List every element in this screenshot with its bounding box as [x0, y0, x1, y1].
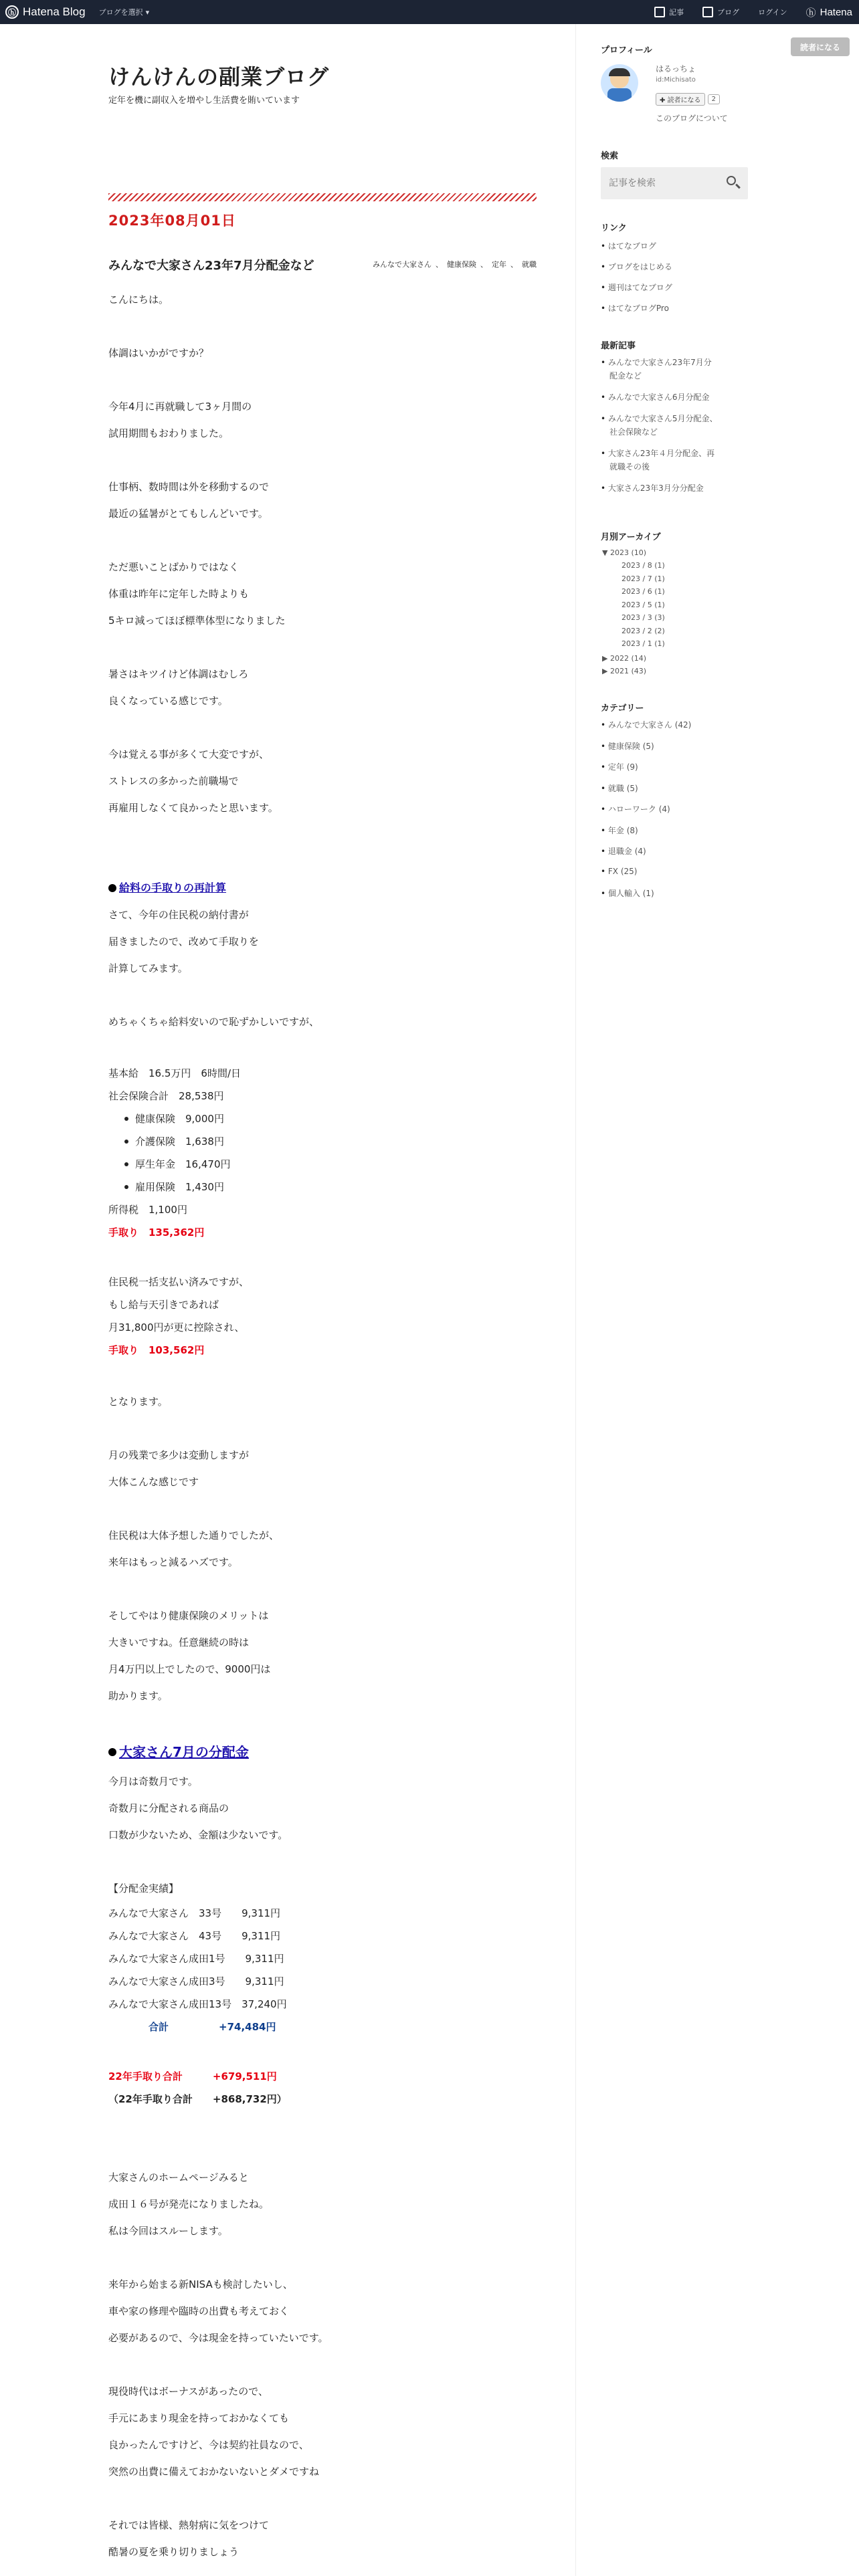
archive-year-2022[interactable]: ▶ 2022 (14) — [602, 654, 647, 663]
search-heading: 検索 — [601, 151, 619, 161]
paragraph-line: 最近の猛暑がとてもしんどいです。 — [108, 508, 268, 520]
sidebar-category-link[interactable]: • 定年 (9) — [601, 761, 638, 772]
paragraph-line: 体重は昨年に定年した時よりも — [108, 588, 250, 600]
paragraph-line: 試用期間もおわりました。 — [108, 427, 229, 439]
paragraph-line: 今年4月に再就職して3ヶ月間の — [108, 401, 252, 413]
list-item — [124, 1153, 537, 1176]
bullet-icon — [108, 884, 116, 892]
login-link[interactable] — [758, 7, 787, 17]
paragraph-line: 突然の出費に備えておかないないとダメですね — [108, 2466, 320, 2478]
follow-widget — [656, 92, 720, 106]
bullet-icon — [124, 1117, 128, 1121]
section-heading — [108, 875, 537, 901]
residence-tax-text — [108, 1271, 537, 1339]
paragraph-line: そしてやはり健康保険のメリットは — [108, 1610, 269, 1622]
paragraph-line — [108, 634, 537, 661]
year-total-current: 22年手取り合計 +679,511円 — [108, 2070, 277, 2082]
distribution-total: 合計 +74,484円 — [108, 2021, 276, 2033]
distribution-outro — [108, 2111, 537, 2565]
paragraph-line: 酷暑の夏を乗り切りましょう — [108, 2546, 240, 2558]
sidebar-category-link[interactable]: • 年金 (8) — [601, 825, 638, 836]
paragraph-line: 月の残業で多少は変動しますが — [108, 1449, 250, 1461]
profile-name[interactable]: はるっちょ — [656, 64, 696, 74]
list-item — [124, 1130, 537, 1153]
write-entry-button[interactable] — [654, 7, 684, 17]
subscribe-button[interactable]: 読者になる — [791, 37, 850, 56]
archive-month-link[interactable]: 2023 / 2 (2) — [622, 626, 665, 635]
paragraph-line — [108, 1362, 537, 1388]
sidebar-link[interactable]: • ブログをはじめる — [601, 260, 672, 274]
paragraph-line: 月31,800円が更に控除され、 — [108, 1321, 245, 1333]
net-salary: 手取り 135,362円 — [108, 1226, 205, 1239]
archive-month-link[interactable]: 2023 / 6 (1) — [622, 587, 665, 596]
distribution-row: みんなで大家さん成田3号 9,311円 — [108, 1975, 284, 1988]
paragraph-line — [108, 527, 537, 554]
sidebar-category-link[interactable]: • 健康保険 (5) — [601, 740, 654, 752]
paragraph-line: ただ悪いことばかりではなく — [108, 561, 240, 573]
brand-name[interactable]: Hatena Blog — [23, 5, 86, 18]
archive-year-2023[interactable]: ▼ 2023 (10) — [602, 548, 647, 557]
topbar-right — [654, 0, 852, 24]
sidebar-category-link[interactable]: • みんなで大家さん (42) — [601, 719, 691, 730]
paragraph-line: 助かります。 — [108, 1690, 168, 1702]
paragraph-line — [108, 714, 537, 741]
paragraph-line — [108, 2244, 537, 2271]
entry-header — [108, 256, 537, 272]
paragraph-line: 成田１６号が発売になりましたね。 — [108, 2198, 270, 2210]
section-heading — [108, 1736, 537, 1768]
sidebar-category-link[interactable]: • 退職金 (4) — [601, 845, 646, 857]
paragraph-line: 大家さんのホームページみると — [108, 2171, 249, 2183]
recent-entry-link[interactable]: • みんなで大家さん23年7月分 — [601, 356, 712, 369]
sidebar-category-link[interactable]: • 個人輸入 (1) — [601, 887, 654, 899]
paragraph-line: それでは皆様、熱射病に気をつけて — [108, 2519, 270, 2531]
paragraph-line: さて、今年の住民税の納付書が — [108, 909, 249, 921]
insurance-list — [124, 1107, 537, 1198]
blog-select-menu[interactable] — [99, 7, 150, 17]
list-item — [124, 1107, 537, 1130]
my-blog-button[interactable] — [702, 7, 739, 17]
archive-year-2021[interactable]: ▶ 2021 (43) — [602, 667, 647, 675]
pencil-icon — [654, 7, 665, 17]
year-total-previous: （22年手取り合計 +868,732円） — [108, 2093, 287, 2105]
paragraph-line: 今は覚える事が多くて大変ですが、 — [108, 748, 270, 760]
recent-entry-link[interactable]: 就職その後 — [609, 462, 650, 471]
hatena-top-bar — [0, 0, 859, 24]
archive-month-link[interactable]: 2023 / 8 (1) — [622, 561, 665, 570]
paragraph-line: 大体こんな感じです — [108, 1476, 199, 1488]
paragraph-line: 5キロ減ってほぼ標準体型になりました — [108, 615, 286, 627]
hatena-label: Hatena — [820, 6, 852, 18]
sidebar — [575, 24, 859, 2576]
paragraph-line — [108, 2485, 537, 2512]
sidebar-category-link[interactable]: • ハローワーク (4) — [601, 803, 670, 815]
paragraph-line: 体調はいかがですか？ — [108, 347, 209, 359]
login-label: ログイン — [758, 8, 787, 17]
paragraph-line — [108, 1495, 537, 1522]
sidebar-category-link[interactable]: • FX (25) — [601, 867, 637, 876]
paragraph-line — [108, 313, 537, 340]
distribution-intro — [108, 1768, 537, 1902]
paragraph-line: もし給与天引きであれば — [108, 1299, 219, 1311]
archive-month-link[interactable]: 2023 / 3 (3) — [622, 613, 665, 622]
decorative-divider — [108, 193, 537, 201]
section-link-salary[interactable]: 給料の手取りの再計算 — [119, 881, 227, 894]
hatena-blog-logo-icon: ⓗ — [5, 5, 19, 19]
recent-entry-link[interactable]: • みんなで大家さん6月分配金 — [601, 391, 710, 404]
write-label: 記事 — [669, 8, 684, 17]
profile-heading: プロフィール — [601, 45, 652, 56]
recent-entry-link[interactable]: • 大家さん23年3月分分配金 — [601, 481, 704, 495]
paragraph-line: 再雇用しなくて良かったと思います。 — [108, 802, 278, 814]
paragraph-line: こんにちは。 — [108, 294, 169, 306]
recent-entry-link[interactable]: 社会保険など — [609, 427, 658, 437]
list-item-label: 介護保険 1,638円 — [135, 1136, 224, 1148]
distribution-row: みんなで大家さん成田13号 37,240円 — [108, 1998, 287, 2010]
paragraph-line: 月4万円以上でしたので、9000円は — [108, 1663, 271, 1675]
paragraph-line: 手元にあまり現金を持っておかなくても — [108, 2412, 290, 2424]
paragraph-line: となります。 — [108, 1396, 168, 1408]
paragraph-line: 必要があるので、今は現金を持っていたいです。 — [108, 2332, 328, 2344]
paragraph-line — [108, 447, 537, 473]
sidebar-link[interactable]: • はてなブログPro — [601, 302, 669, 315]
list-item — [124, 1176, 537, 1198]
archive-month-link[interactable]: 2023 / 1 (1) — [622, 639, 665, 648]
profile-id[interactable]: id:Michisato — [656, 76, 696, 84]
sidebar-link[interactable]: • はてなブログ — [601, 239, 656, 253]
sidebar-link[interactable]: • 週刊はてなブログ — [601, 281, 672, 294]
paragraph-line: 届きましたので、改めて手取りを — [108, 936, 259, 948]
paragraph-line: 現役時代はボーナスがあったので、 — [108, 2385, 268, 2397]
entry-body — [108, 286, 537, 2565]
category-link[interactable]: 就職 — [522, 260, 537, 269]
bullet-icon — [124, 1185, 128, 1189]
follow-button[interactable]: ✚ 読者になる — [656, 93, 705, 106]
blog-select-label: ブログを選択 — [98, 8, 143, 17]
list-item-label: 雇用保険 1,430円 — [135, 1181, 224, 1193]
paragraph-line — [108, 1576, 537, 1602]
paragraph-line: 住民税は大体予想した通りでしたが、 — [108, 1529, 280, 1541]
intro-paragraphs — [108, 286, 537, 821]
hatena-logo[interactable] — [806, 5, 852, 19]
paragraph-line: 車や家の修理や臨時の出費も考えておく — [108, 2305, 290, 2317]
entry-date[interactable]: 2023年08月01日 — [108, 213, 236, 229]
follower-count[interactable]: 2 — [708, 94, 720, 104]
sidebar-category-link[interactable]: • 就職 (5) — [601, 782, 638, 794]
links-heading: リンク — [601, 223, 627, 233]
recent-entry-link[interactable]: 配金など — [609, 371, 642, 381]
archive-month-link[interactable]: 2023 / 7 (1) — [622, 574, 665, 583]
paragraph-line: 計算してみます。 — [108, 962, 188, 974]
brand-area[interactable] — [5, 0, 149, 24]
archive-heading: 月別アーカイブ — [601, 532, 661, 542]
bullet-icon — [124, 1162, 128, 1166]
blog-icon — [702, 7, 713, 17]
paragraph-line: 今月は奇数月です。 — [108, 1776, 198, 1788]
paragraph-line: 住民税一括支払い済みですが、 — [108, 1276, 250, 1288]
paragraph-line — [108, 1848, 537, 1875]
paragraph-line: めちゃくちゃ給料安いので恥ずかしいですが、 — [108, 1016, 320, 1028]
about-blog-link[interactable]: このブログについて — [656, 114, 728, 123]
recent-entry-link[interactable]: • 大家さん23年４月分配金、再 — [601, 447, 714, 460]
category-link[interactable]: 定年 — [492, 260, 506, 269]
paragraph-line — [108, 2111, 537, 2137]
categories-heading: カテゴリー — [601, 704, 644, 714]
salary-base: 基本給 16.5万円 6時間/日 — [108, 1067, 241, 1079]
paragraph-line: 良くなっている感じです。 — [108, 695, 228, 707]
recent-entry-link[interactable]: • みんなで大家さん5月分配金、 — [601, 412, 718, 425]
distribution-row: みんなで大家さん 33号 9,311円 — [108, 1907, 281, 1919]
list-item-label: 健康保険 9,000円 — [135, 1113, 224, 1125]
paragraph-line: 暑さはキツイけど体調はむしろ — [108, 668, 249, 680]
salary-insurance-total: 社会保険合計 28,538円 — [108, 1090, 224, 1102]
bullet-icon — [108, 1748, 116, 1756]
paragraph-line: 奇数月に分配される商品の — [108, 1802, 229, 1814]
distribution-row: みんなで大家さん成田1号 9,311円 — [108, 1953, 284, 1965]
avatar[interactable] — [601, 64, 638, 102]
paragraph-line: 仕事柄、数時間は外を移動するので — [108, 481, 270, 493]
paragraph-line — [108, 366, 537, 393]
paragraph-line: 大きいですね。任意継続の時は — [108, 1636, 250, 1648]
salary-outro — [108, 1362, 537, 1709]
chevron-down-icon: ▾ — [145, 7, 150, 17]
paragraph-line: 【分配金実績】 — [108, 1883, 179, 1895]
paragraph-line: 口数が少ないため、金額は少ないです。 — [108, 1829, 288, 1841]
list-item-label: 厚生年金 16,470円 — [135, 1158, 231, 1170]
category-link[interactable]: みんなで大家さん — [373, 260, 432, 269]
recent-heading: 最新記事 — [601, 341, 636, 351]
section-link-distribution[interactable]: 大家さん7月の分配金 — [119, 1744, 249, 1760]
paragraph-line — [108, 2351, 537, 2378]
paragraph-line — [108, 1415, 537, 1442]
paragraph-line — [108, 2137, 537, 2164]
hatena-logo-icon: ⓗ — [805, 7, 816, 19]
archive-month-link[interactable]: 2023 / 5 (1) — [622, 600, 665, 609]
income-tax: 所得税 1,100円 — [108, 1204, 187, 1216]
entry-categories: みんなで大家さん 、 健康保険 、 定年 、 就職 — [373, 260, 537, 269]
entry-title[interactable]: みんなで大家さん23年7月分配金など — [108, 259, 314, 273]
paragraph-line — [108, 982, 537, 1008]
search-icon[interactable] — [724, 174, 743, 193]
blog-description: 定年を機に副収入を増やし生活費を賄いています — [108, 96, 300, 106]
distribution-list — [108, 1902, 537, 2016]
category-link[interactable]: 健康保険 — [447, 260, 476, 269]
distribution-row: みんなで大家さん 43号 9,311円 — [108, 1930, 281, 1942]
paragraph-line: 私は今回はスルーします。 — [108, 2225, 228, 2237]
blog-title[interactable]: けんけんの副業ブログ — [108, 64, 330, 90]
paragraph-line: 来年から始まる新NISAも検討したいし、 — [108, 2278, 293, 2290]
blog-label: ブログ — [717, 8, 740, 17]
paragraph-line: 来年はもっと減るハズです。 — [108, 1556, 238, 1568]
paragraph-line: ストレスの多かった前職場で — [108, 775, 239, 787]
search-input[interactable] — [609, 167, 723, 199]
net-after-tax: 手取り 103,562円 — [108, 1344, 205, 1356]
bullet-icon — [124, 1140, 128, 1144]
paragraph-line: 良かったんですけど、今は契約社員なので、 — [108, 2439, 309, 2451]
salary-intro — [108, 901, 537, 1035]
